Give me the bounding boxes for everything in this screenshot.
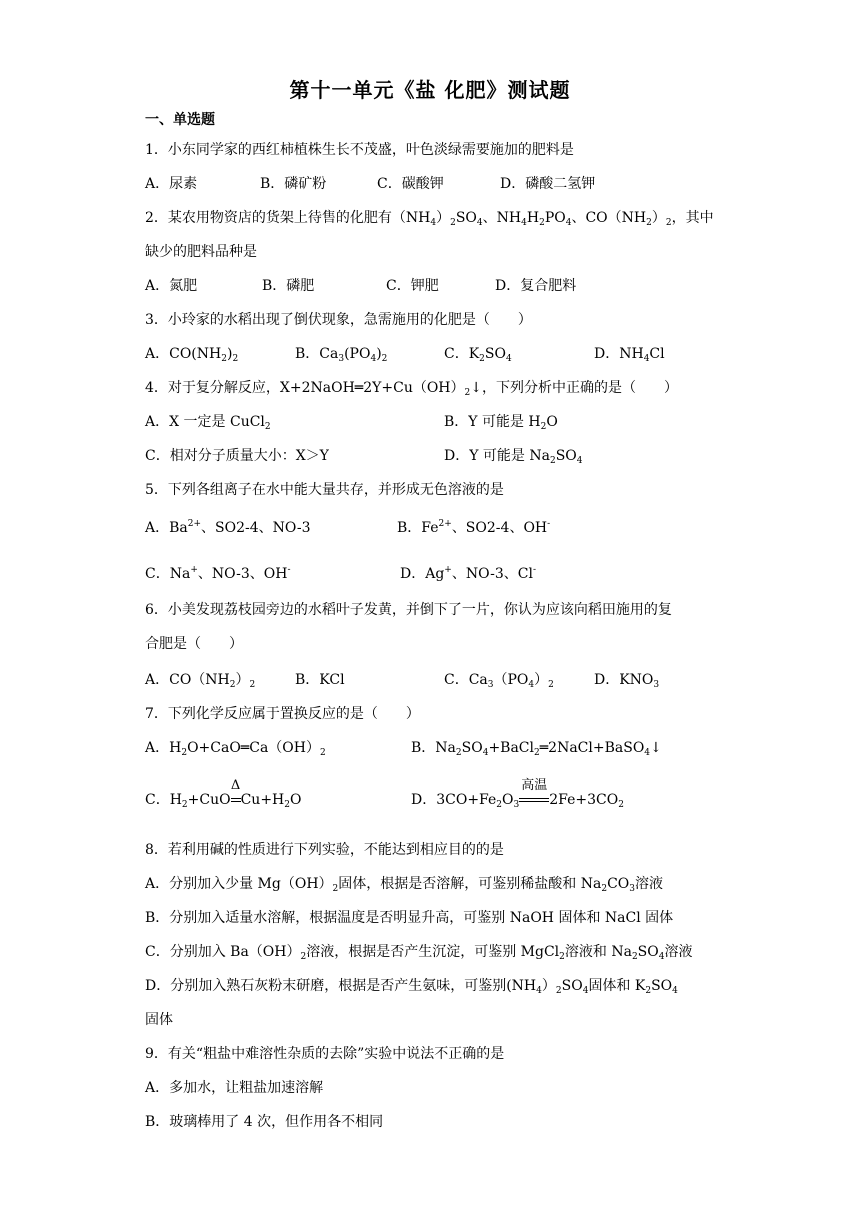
question-2-stem-cont: 缺少的肥料品种是 [145,244,257,260]
q4-option-c: C．相对分子质量大小：X＞Y [145,448,329,464]
page-title: 第十一单元《盐 化肥》测试题 [289,78,571,102]
question-9-stem: 9．有关“粗盐中难溶性杂质的去除”实验中说法不正确的是 [145,1046,505,1062]
question-2-stem: 2．某农用物资店的货架上待售的化肥有$(NH_4)_2SO_4$、$NH_4H_2PO_4$、$CO(NH_2)_2$，其中 [145,210,714,228]
question-8-stem: 8．若利用碱的性质进行下列实验，不能达到相应目的的是 [145,842,504,858]
q1-option-b: B．磷矿粉 [260,176,327,192]
heat-condition: Δ [231,790,241,810]
q3-option-b: B．$Ca_3(PO_4)_2$ [295,346,388,364]
q2-option-b: B．磷肥 [262,278,315,294]
q7-option-b: B．$Na_2SO_4+BaCl_2═2NaCl+BaSO_4↓$ [411,740,662,758]
question-6-stem-cont: 合肥是（ ） [145,636,243,652]
q7-option-d: D．$3CO+Fe_2O_3$ 高温 $2Fe+3CO_2$ [411,778,624,810]
question-5-stem: 5．下列各组离子在水中能大量共存，并形成无色溶液的是 [145,482,504,498]
q5-option-b: B．$Fe^{2+}$、SO2-4、OH- [397,519,551,536]
q4-option-d: D．Y 可能是 $Na_2SO_4$ [444,448,583,466]
section-heading: 一、单选题 [145,112,215,128]
q1-option-d: D．磷酸二氢钾 [500,176,596,192]
q2-option-a: A．氮肥 [145,278,198,294]
q8-option-a: A．分别加入少量 $Mg(OH)_2$固体，根据是否溶解，可鉴别稀盐酸和 $Na_2CO_3$溶液 [145,876,663,894]
q5-option-c: C．Na+、NO-3、OH- [145,565,291,582]
q3-option-d: D．$NH_4Cl$ [594,346,665,364]
q4-option-a: A．X 一定是 CuCl$_2$ [145,414,271,432]
question-6-stem: 6．小美发现荔枝园旁边的水稻叶子发黄，并倒下了一片，你认为应该向稻田施用的复 [145,602,672,618]
q8-option-b: B．分别加入适量水溶解，根据温度是否明显升高，可鉴别 NaOH 固体和 NaCl 固体 [145,910,674,926]
q3-option-c: C．$K_2SO_4$ [444,346,512,364]
q3-option-a: A．$CO(NH_2)_2$ [145,346,239,364]
q6-option-b: B．KCl [295,672,345,688]
q6-option-a: A．$CO(NH_2)_2$ [145,672,256,690]
q7-option-a: A．$H_2O+CaO═Ca(OH)_2$ [145,740,326,758]
question-7-stem: 7．下列化学反应属于置换反应的是（ ） [145,706,420,722]
q5-option-a: A．$Ba^{2+}$、SO2-4、NO-3 [145,519,311,536]
q8-option-c: C．分别加入 $Ba(OH)_2$溶液，根据是否产生沉淀，可鉴别 MgCl$_2$溶液和 $Na_2SO_4$溶液 [145,944,693,962]
q2-option-c: C．钾肥 [386,278,439,294]
q5-option-d: D．Ag+、NO-3、Cl- [400,565,536,582]
q8-option-d-cont: 固体 [145,1012,173,1028]
question-3-stem: 3．小玲家的水稻出现了倒伏现象，急需施用的化肥是（ ） [145,312,532,328]
q1-option-a: A．尿素 [145,176,198,192]
q4-option-b: B．Y 可能是 $H_2O$ [444,414,558,432]
q1-option-c: C．碳酸钾 [377,176,444,192]
q6-option-d: D．$KNO_3$ [594,672,660,690]
q6-option-c: C．$Ca_3(PO_4)_2$ [444,672,554,690]
question-1-stem: 1．小东同学家的西红柿植株生长不茂盛，叶色淡绿需要施加的肥料是 [145,142,574,158]
question-4-stem: 4．对于复分解反应，$X+2NaOH═2Y+Cu(OH)_2↓$，下列分析中正确的是（ ） [145,380,678,398]
high-temp-condition: 高温 [519,790,549,810]
q2-option-d: D．复合肥料 [495,278,577,294]
q9-option-b: B．玻璃棒用了 4 次，但作用各不相同 [145,1114,384,1130]
q8-option-d: D．分别加入熟石灰粉末研磨，根据是否产生氨味，可鉴别$(NH_4)_2SO_4$固体和 $K_2SO_4$ [145,978,678,996]
q7-option-c: C．$H_2+CuO$ Δ $Cu+H_2O$ [145,778,302,810]
q9-option-a: A．多加水，让粗盐加速溶解 [145,1080,324,1096]
